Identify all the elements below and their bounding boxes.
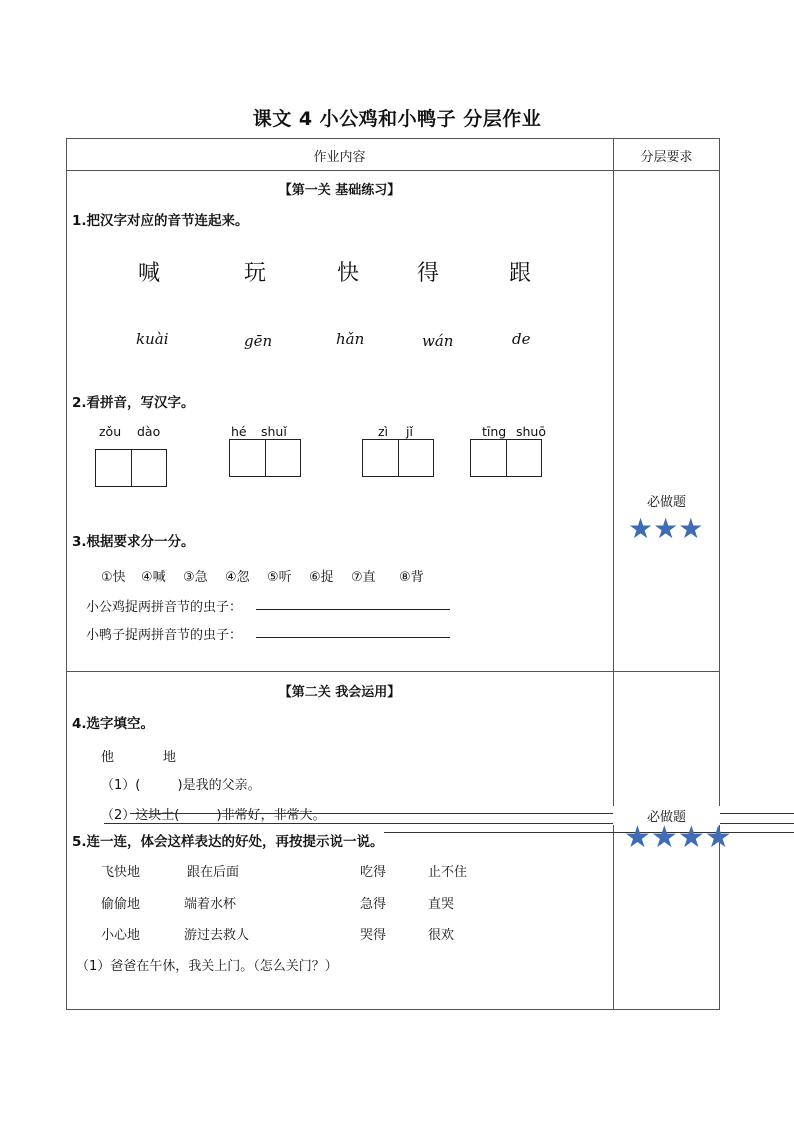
level-label-2: 必做题: [613, 806, 720, 825]
q2-g3-p2: jǐ: [406, 424, 413, 439]
q2-g1-p2: dào: [137, 424, 161, 439]
pinyin-1: kuài: [136, 330, 169, 348]
q2-g2-p2: shuǐ: [261, 424, 287, 439]
q5-col1-2: 偷偷地: [101, 897, 141, 912]
section-divider: [66, 671, 720, 672]
level-stars-1: [628, 512, 704, 545]
q5-col4-3: 很欢: [428, 928, 455, 943]
q4-sentence-1: （1）( )是我的父亲。: [101, 778, 261, 793]
q5-label: 5.连一连，体会这样表达的好处，再按提示说一说。: [72, 830, 384, 850]
hanzi-2: 玩: [244, 261, 267, 286]
q3-option-6: ⑥捉: [309, 570, 334, 585]
q1-label: 1.把汉字对应的音节连起来。: [72, 213, 249, 229]
star-icon: ★: [704, 820, 732, 855]
header-level-col: 分层要求: [640, 150, 693, 165]
q3-option-4: ④忽: [225, 570, 250, 585]
q2-g4-p2: shuō: [516, 424, 547, 439]
pinyin-5: de: [512, 330, 531, 348]
q5-col3-1: 吃得: [360, 865, 387, 880]
write-box-4[interactable]: [470, 439, 542, 477]
q4-choice-2: 地: [163, 750, 177, 765]
q5-col3-3: 哭得: [360, 928, 387, 943]
q4-choice-1: 他: [101, 750, 115, 765]
q5-col2-2: 端着水杯: [184, 897, 237, 912]
q2-g2-p1: hé: [231, 424, 247, 439]
q5-prompt: （1）爸爸在午休，我关上门。（怎么关门？）: [76, 959, 338, 974]
q4-label: 4.选字填空。: [72, 716, 155, 732]
q3-label: 3.根据要求分一分。: [72, 534, 195, 550]
star-icon: ★: [678, 512, 704, 545]
q3-option-3: ③急: [183, 570, 208, 585]
q5-col3-2: 急得: [360, 897, 387, 912]
q3-option-2: ④喊: [141, 570, 166, 585]
q2-g1-p1: zǒu: [99, 424, 122, 439]
q5-col1-3: 小心地: [101, 928, 141, 943]
write-box-2[interactable]: [229, 439, 301, 477]
q2-g4-p1: tīng: [482, 424, 507, 439]
star-icon: ★: [624, 820, 651, 855]
star-icon: ★: [653, 512, 679, 545]
q5-col1-1: 飞快地: [101, 865, 141, 880]
q4-sentence-2: （2）这块土( )非常好，非常大。: [101, 808, 326, 823]
pinyin-4: wán: [422, 332, 454, 350]
q3-option-8: ⑧背: [399, 570, 424, 585]
q5-col2-3: 游过去救人: [184, 928, 250, 943]
q5-col4-1: 止不住: [428, 865, 468, 880]
q3-option-5: ⑤听: [267, 570, 292, 585]
hanzi-1: 喊: [138, 261, 161, 286]
section2-heading: 【第二关 我会运用】: [278, 685, 401, 700]
pinyin-3: hǎn: [336, 330, 365, 348]
level-label-1: 必做题: [646, 495, 686, 510]
q3-option-7: ⑦直: [351, 570, 376, 585]
q3-answer-line-2[interactable]: [256, 637, 450, 638]
q3-answer-line-1[interactable]: [256, 609, 450, 610]
header-content-col: 作业内容: [313, 150, 366, 165]
level-stars-2: [624, 820, 732, 855]
star-icon: ★: [677, 820, 705, 855]
hanzi-5: 跟: [509, 261, 532, 286]
hanzi-4: 得: [417, 261, 440, 286]
write-box-1[interactable]: [95, 449, 167, 487]
section1-heading: 【第一关 基础练习】: [278, 183, 401, 198]
star-icon: ★: [650, 820, 678, 855]
q5-col2-1: 跟在后面: [187, 865, 240, 880]
page-title: 课文 4 小公鸡和小鸭子 分层作业: [252, 108, 542, 130]
q3-line1-label: 小公鸡捉两拼音节的虫子：: [86, 600, 243, 615]
header-divider: [66, 170, 720, 171]
hanzi-3: 快: [337, 261, 360, 286]
q2-g3-p1: zì: [378, 424, 389, 439]
star-icon: ★: [628, 512, 654, 545]
pinyin-2: gēn: [244, 332, 273, 350]
q3-option-1: ①快: [101, 570, 126, 585]
q3-line2-label: 小鸭子捉两拼音节的虫子：: [86, 628, 243, 643]
q2-label: 2.看拼音，写汉字。: [72, 395, 195, 411]
q5-col4-2: 直哭: [428, 897, 455, 912]
column-divider: [613, 138, 614, 1010]
write-box-3[interactable]: [362, 439, 434, 477]
